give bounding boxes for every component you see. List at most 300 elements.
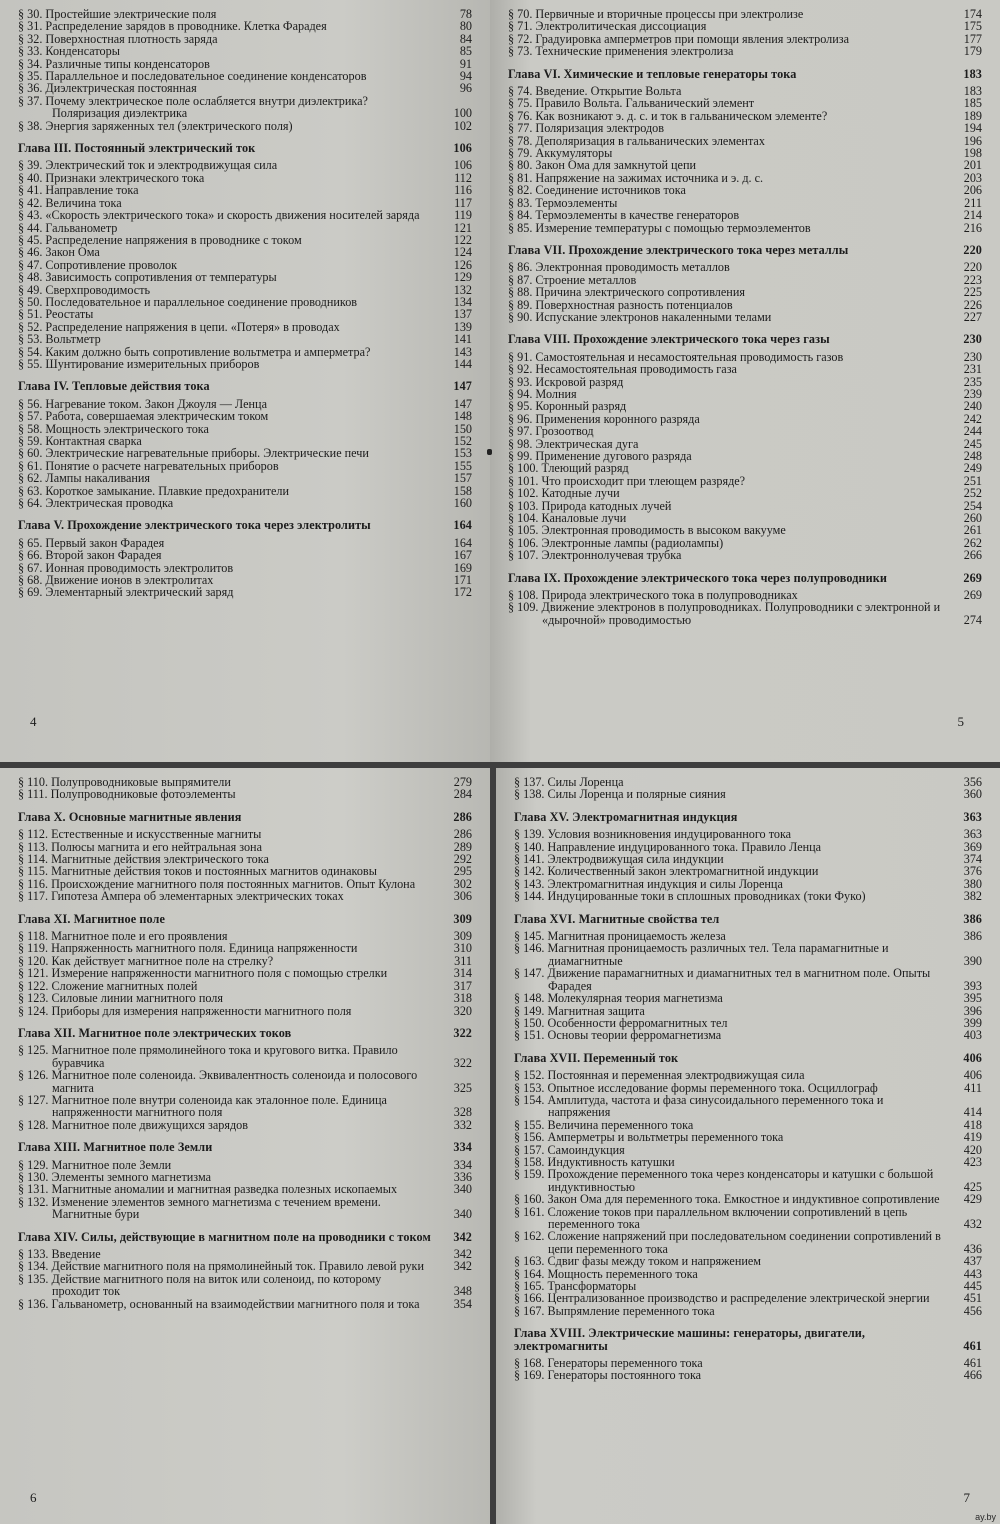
entry-title: § 161. Сложение токов при параллельном включении сопротивлений в цепь переменного тока xyxy=(514,1204,908,1231)
toc-entry xyxy=(18,1298,472,1310)
toc-entry xyxy=(18,1094,472,1119)
entry-title: § 77. Поляризация электродов xyxy=(508,121,665,136)
entry-page-number: 158 xyxy=(453,483,472,498)
entry-title: § 64. Электрическая проводка xyxy=(18,496,174,511)
entry-page-number: 185 xyxy=(963,96,982,111)
toc-entry xyxy=(508,20,982,32)
entry-title: § 120. Как действует магнитное поле на стрелку? xyxy=(18,953,274,968)
entry-page-number: 198 xyxy=(963,146,982,161)
entry-title: § 78. Деполяризация в гальванических элементах xyxy=(508,133,765,148)
entry-page-number: 380 xyxy=(963,876,982,891)
toc-list xyxy=(508,8,982,626)
toc-entry xyxy=(18,333,472,345)
entry-title: § 117. Гипотеза Ампера об элементарных электрических токах xyxy=(18,889,344,904)
entry-page-number: 399 xyxy=(963,1015,982,1030)
entry-title: § 112. Естественные и искусственные магниты xyxy=(18,827,262,842)
toc-entry xyxy=(18,890,472,902)
entry-title: Глава VIII. Прохождение электрического тока через газы xyxy=(508,332,830,347)
entry-title: § 88. Причина электрического сопротивления xyxy=(508,285,745,300)
entry-page-number: 117 xyxy=(454,195,472,210)
entry-page-number: 119 xyxy=(454,208,472,223)
entry-page-number: 174 xyxy=(963,7,982,21)
chapter-heading xyxy=(508,68,982,80)
entry-page-number: 320 xyxy=(453,1003,472,1018)
entry-title: § 50. Последовательное и параллельное соединение проводников xyxy=(18,294,358,309)
entry-page-number: 445 xyxy=(963,1279,982,1294)
entry-page-number: 322 xyxy=(453,1055,472,1070)
entry-page-number: 386 xyxy=(963,929,982,944)
entry-title: § 80. Закон Ома для замкнутой цепи xyxy=(508,158,697,173)
toc-entry xyxy=(508,487,982,499)
entry-page-number: 332 xyxy=(453,1117,472,1132)
entry-title: § 89. Поверхностная разность потенциалов xyxy=(508,297,733,312)
chapter-heading xyxy=(514,913,982,925)
entry-title: § 67. Ионная проводимость электролитов xyxy=(18,560,234,575)
chapter-heading xyxy=(508,572,982,584)
chapter-heading xyxy=(18,142,472,154)
toc-entry xyxy=(18,549,472,561)
entry-title: § 99. Применение дугового разряда xyxy=(508,449,692,463)
entry-page-number: 269 xyxy=(963,588,982,603)
entry-title: Глава XII. Магнитное поле электрических токов xyxy=(18,1025,292,1040)
entry-title: Глава VI. Химические и тепловые генераторы тока xyxy=(508,66,797,81)
entry-title: § 84. Термоэлементы в качестве генераторов xyxy=(508,208,740,223)
entry-page-number: 106 xyxy=(453,158,472,173)
entry-page-number: 262 xyxy=(963,535,982,550)
entry-title: § 93. Искровой разряд xyxy=(508,374,624,389)
entry-page-number: 393 xyxy=(963,978,982,993)
chapter-heading xyxy=(18,811,472,823)
entry-page-number: 102 xyxy=(453,118,472,133)
toc-list xyxy=(18,776,472,1310)
entry-title: § 30. Простейшие электрические поля xyxy=(18,7,217,21)
entry-title: § 86. Электронная проводимость металлов xyxy=(508,260,730,275)
entry-page-number: 411 xyxy=(964,1080,982,1095)
entry-title: § 129. Магнитное поле Земли xyxy=(18,1157,172,1172)
entry-page-number: 386 xyxy=(963,911,982,926)
entry-title: § 137. Силы Лоренца xyxy=(514,775,624,789)
entry-title: § 149. Магнитная защита xyxy=(514,1003,645,1018)
entry-title: § 156. Амперметры и вольтметры переменного тока xyxy=(514,1130,784,1145)
chapter-heading xyxy=(508,333,982,345)
entry-title: § 39. Электрический ток и электродвижущая сила xyxy=(18,158,278,173)
entry-page-number: 382 xyxy=(963,889,982,904)
entry-title: Глава III. Постоянный электрический ток xyxy=(18,141,256,156)
toc-entry xyxy=(508,549,982,561)
entry-title: § 87. Строение металлов xyxy=(508,272,637,287)
entry-title: § 150. Особенности ферромагнитных тел xyxy=(514,1015,728,1030)
entry-page-number: 203 xyxy=(963,170,982,185)
toc-entry xyxy=(18,209,472,221)
entry-title: § 85. Измерение температуры с помощью термоэлементов xyxy=(508,220,811,235)
toc-entry xyxy=(508,45,982,57)
entry-page-number: 363 xyxy=(963,827,982,842)
entry-page-number: 292 xyxy=(453,852,472,867)
entry-title: § 48. Зависимость сопротивления от температуры xyxy=(18,270,277,285)
toc-entry xyxy=(18,184,472,196)
entry-title: § 61. Понятие о расчете нагревательных приборов xyxy=(18,458,279,473)
entry-title: § 94. Молния xyxy=(508,386,577,401)
toc-entry xyxy=(18,1183,472,1195)
entry-title: § 57. Работа, совершаемая электрическим током xyxy=(18,409,269,424)
toc-entry xyxy=(18,447,472,459)
chapter-heading xyxy=(18,1231,472,1243)
entry-title: § 133. Введение xyxy=(18,1247,101,1261)
toc-entry xyxy=(514,1029,982,1041)
entry-page-number: 177 xyxy=(963,31,982,46)
entry-page-number: 240 xyxy=(963,399,982,414)
entry-title: § 71. Электролитическая диссоциация xyxy=(508,19,707,34)
entry-title: § 73. Технические применения электролиза xyxy=(508,44,734,59)
page-6 xyxy=(0,768,490,1524)
entry-page-number: 148 xyxy=(453,409,472,424)
entry-page-number: 201 xyxy=(963,158,982,173)
entry-title: § 169. Генераторы постоянного тока xyxy=(514,1368,702,1383)
entry-page-number: 152 xyxy=(453,434,472,448)
entry-page-number: 414 xyxy=(963,1105,982,1120)
entry-page-number: 309 xyxy=(453,929,472,944)
entry-page-number: 183 xyxy=(963,66,982,81)
entry-title: § 91. Самостоятельная и несамостоятельная проводимость газов xyxy=(508,349,844,364)
entry-page-number: 403 xyxy=(963,1028,982,1043)
entry-title: Глава X. Основные магнитные явления xyxy=(18,809,242,824)
entry-page-number: 419 xyxy=(963,1130,982,1145)
entry-title: § 131. Магнитные аномалии и магнитная разведка полезных ископаемых xyxy=(18,1182,398,1197)
entry-page-number: 245 xyxy=(963,436,982,451)
entry-title: § 132. Изменение элементов земного магнетизма с течением времени. Магнитные бури xyxy=(18,1194,381,1222)
toc-list xyxy=(18,8,472,599)
entry-page-number: 254 xyxy=(963,498,982,513)
chapter-heading xyxy=(514,811,982,823)
entry-title: § 38. Энергия заряженных тел (электрического поля) xyxy=(18,118,293,133)
entry-title: § 115. Магнитные действия токов и постоянных магнитов одинаковы xyxy=(18,864,377,879)
entry-page-number: 317 xyxy=(453,978,472,993)
entry-page-number: 356 xyxy=(963,775,982,789)
entry-page-number: 230 xyxy=(963,349,982,364)
entry-title: Глава V. Прохождение электрического тока через электролиты xyxy=(18,518,371,533)
toc-entry xyxy=(514,1255,982,1267)
entry-page-number: 340 xyxy=(453,1182,472,1197)
entry-page-number: 390 xyxy=(963,953,982,968)
toc-entry xyxy=(18,967,472,979)
toc-entry xyxy=(508,311,982,323)
toc-entry xyxy=(18,1069,472,1094)
entry-title: § 44. Гальванометр xyxy=(18,220,118,235)
chapter-heading xyxy=(18,519,472,531)
entry-title: § 121. Измерение напряженности магнитного поля с помощью стрелки xyxy=(18,966,388,981)
entry-title: § 104. Каналовые лучи xyxy=(508,511,627,526)
entry-page-number: 141 xyxy=(453,332,472,347)
entry-page-number: 183 xyxy=(963,84,982,99)
entry-title: § 81. Напряжение на зажимах источника и э. д. с. xyxy=(508,170,764,185)
entry-page-number: 420 xyxy=(963,1142,982,1157)
toc-entry xyxy=(18,828,472,840)
entry-page-number: 363 xyxy=(963,809,982,824)
entry-title: § 124. Приборы для измерения напряженности магнитного поля xyxy=(18,1003,352,1018)
entry-page-number: 461 xyxy=(963,1356,982,1371)
toc-list xyxy=(514,776,982,1382)
toc-entry xyxy=(18,308,472,320)
entry-page-number: 242 xyxy=(963,411,982,426)
entry-page-number: 179 xyxy=(963,44,982,59)
entry-page-number: 121 xyxy=(453,220,472,235)
entry-title: § 75. Правило Вольта. Гальванический элемент xyxy=(508,96,755,111)
entry-page-number: 223 xyxy=(963,272,982,287)
entry-page-number: 157 xyxy=(453,471,472,486)
toc-entry xyxy=(18,95,472,120)
toc-entry xyxy=(18,246,472,258)
entry-page-number: 150 xyxy=(453,421,472,436)
entry-title: § 152. Постоянная и переменная электродвижущая сила xyxy=(514,1068,805,1083)
entry-page-number: 78 xyxy=(459,7,472,21)
entry-page-number: 171 xyxy=(453,573,472,588)
entry-page-number: 336 xyxy=(453,1169,472,1184)
entry-page-number: 124 xyxy=(453,245,472,260)
entry-title: § 111. Полупроводниковые фотоэлементы xyxy=(18,787,236,802)
toc-entry xyxy=(514,1094,982,1119)
page-number: 4 xyxy=(30,714,37,729)
toc-entry xyxy=(18,1196,472,1221)
toc-entry xyxy=(18,45,472,57)
entry-page-number: 172 xyxy=(453,585,472,600)
entry-title: § 127. Магнитное поле внутри соленоида как эталонное поле. Единица напряженности магнитного поля xyxy=(18,1092,387,1120)
toc-entry xyxy=(508,159,982,171)
entry-title: § 165. Трансформаторы xyxy=(514,1279,637,1294)
chapter-heading xyxy=(18,1141,472,1153)
entry-page-number: 139 xyxy=(453,319,472,334)
entry-page-number: 342 xyxy=(453,1259,472,1274)
entry-page-number: 244 xyxy=(963,424,982,439)
toc-entry xyxy=(18,120,472,132)
entry-title: § 51. Реостаты xyxy=(18,307,94,322)
entry-title: § 107. Электроннолучевая трубка xyxy=(508,548,682,563)
entry-title: § 66. Второй закон Фарадея xyxy=(18,548,162,563)
entry-page-number: 206 xyxy=(963,183,982,198)
entry-page-number: 164 xyxy=(453,535,472,550)
page-7 xyxy=(496,768,1000,1524)
entry-page-number: 269 xyxy=(963,570,982,585)
toc-entry xyxy=(18,586,472,598)
entry-title: Глава XIII. Магнитное поле Земли xyxy=(18,1140,213,1155)
toc-entry xyxy=(514,1305,982,1317)
entry-title: § 65. Первый закон Фарадея xyxy=(18,535,165,550)
entry-page-number: 167 xyxy=(453,548,472,563)
entry-title: Глава VII. Прохождение электрического тока через металлы xyxy=(508,242,849,257)
entry-page-number: 376 xyxy=(963,864,982,879)
toc-entry xyxy=(18,159,472,171)
toc-entry xyxy=(18,358,472,370)
entry-title: § 154. Амплитуда, частота и фаза синусоидального переменного тока и напряжения xyxy=(514,1092,884,1120)
entry-page-number: 328 xyxy=(453,1105,472,1120)
entry-page-number: 122 xyxy=(453,232,472,247)
entry-page-number: 249 xyxy=(963,461,982,476)
entry-title: § 140. Направление индуцированного тока. Правило Ленца xyxy=(514,839,822,854)
entry-page-number: 194 xyxy=(963,121,982,136)
entry-title: § 162. Сложение напряжений при последовательном соединении сопротивлений в цепи переменного тока xyxy=(514,1229,941,1256)
entry-page-number: 354 xyxy=(453,1296,472,1311)
entry-title: Глава IV. Тепловые действия тока xyxy=(18,379,210,394)
entry-title: § 70. Первичные и вторичные процессы при электролизе xyxy=(508,7,804,21)
entry-title: § 56. Нагревание током. Закон Джоуля — Ленца xyxy=(18,396,267,411)
entry-title: § 163. Сдвиг фазы между током и напряжением xyxy=(514,1254,761,1269)
toc-entry xyxy=(514,1292,982,1304)
entry-title: § 46. Закон Ома xyxy=(18,245,100,260)
entry-title: § 40. Признаки электрического тока xyxy=(18,170,205,185)
entry-page-number: 231 xyxy=(963,362,982,377)
toc-entry xyxy=(508,222,982,234)
entry-title: § 90. Испускание электронов накаленными телами xyxy=(508,309,772,324)
entry-page-number: 214 xyxy=(963,208,982,223)
toc-entry xyxy=(508,400,982,412)
entry-title: § 123. Силовые линии магнитного поля xyxy=(18,991,223,1006)
entry-page-number: 334 xyxy=(453,1140,472,1155)
entry-page-number: 216 xyxy=(963,220,982,235)
entry-title: § 58. Мощность электрического тока xyxy=(18,421,209,436)
entry-page-number: 144 xyxy=(453,356,472,371)
entry-page-number: 284 xyxy=(453,787,472,802)
entry-page-number: 129 xyxy=(453,270,472,285)
entry-title: § 36. Диэлектрическая постоянная xyxy=(18,81,197,96)
entry-title: § 158. Индуктивность катушки xyxy=(514,1154,675,1169)
entry-title: § 33. Конденсаторы xyxy=(18,44,120,59)
entry-page-number: 396 xyxy=(963,1003,982,1018)
entry-page-number: 425 xyxy=(963,1179,982,1194)
entry-title: § 102. Катодные лучи xyxy=(508,486,620,501)
entry-title: § 151. Основы теории ферромагнетизма xyxy=(514,1028,722,1043)
entry-page-number: 266 xyxy=(963,548,982,563)
entry-page-number: 252 xyxy=(963,486,982,501)
toc-entry xyxy=(514,788,982,800)
page-number: 6 xyxy=(30,1490,37,1505)
toc-entry xyxy=(508,261,982,273)
entry-title: § 141. Электродвижущая сила индукции xyxy=(514,852,724,867)
entry-title: § 83. Термоэлементы xyxy=(508,195,618,210)
entry-title: § 49. Сверхпроводимость xyxy=(18,282,151,297)
entry-page-number: 251 xyxy=(963,473,982,488)
entry-title: § 157. Самоиндукция xyxy=(514,1142,625,1157)
toc-entry xyxy=(18,1005,472,1017)
entry-title: § 143. Электромагнитная индукция и силы Лоренца xyxy=(514,876,783,891)
entry-page-number: 451 xyxy=(963,1291,982,1306)
entry-page-number: 348 xyxy=(453,1284,472,1299)
entry-page-number: 261 xyxy=(963,523,982,538)
entry-title: § 47. Сопротивление проволок xyxy=(18,257,178,272)
entry-page-number: 340 xyxy=(453,1207,472,1222)
entry-page-number: 360 xyxy=(963,787,982,802)
entry-page-number: 196 xyxy=(963,133,982,148)
toc-entry xyxy=(508,209,982,221)
entry-title: § 135. Действие магнитного поля на виток или соленоид, по которому проходит ток xyxy=(18,1271,382,1299)
toc-entry xyxy=(18,992,472,1004)
entry-title: Глава XVII. Переменный ток xyxy=(514,1050,679,1065)
entry-title: § 106. Электронные лампы (радиолампы) xyxy=(508,535,724,550)
entry-title: § 74. Введение. Открытие Вольта xyxy=(508,84,682,99)
entry-title: § 105. Электронная проводимость в высоком вакууме xyxy=(508,523,786,538)
entry-page-number: 100 xyxy=(453,106,472,121)
toc-entry xyxy=(18,410,472,422)
entry-title: § 41. Направление тока xyxy=(18,183,139,198)
toc-entry xyxy=(18,788,472,800)
entry-title: § 59. Контактная сварка xyxy=(18,434,142,448)
toc-entry xyxy=(18,942,472,954)
chapter-heading xyxy=(18,380,472,392)
toc-entry xyxy=(18,865,472,877)
entry-page-number: 302 xyxy=(453,876,472,891)
entry-page-number: 274 xyxy=(963,612,982,627)
entry-page-number: 423 xyxy=(963,1154,982,1169)
entry-page-number: 239 xyxy=(963,386,982,401)
entry-page-number: 295 xyxy=(453,864,472,879)
entry-title: § 153. Опытное исследование формы переменного тока. Осциллограф xyxy=(514,1080,878,1095)
entry-page-number: 318 xyxy=(453,991,472,1006)
toc-entry xyxy=(508,376,982,388)
entry-title: § 54. Каким должно быть сопротивление вольтметра и амперметра? xyxy=(18,344,371,359)
entry-title: § 138. Силы Лоренца и полярные сияния xyxy=(514,787,726,802)
entry-title: § 119. Напряженность магнитного поля. Единица напряженности xyxy=(18,941,358,956)
entry-title: § 155. Величина переменного тока xyxy=(514,1117,694,1132)
entry-title: § 164. Мощность переменного тока xyxy=(514,1266,698,1281)
entry-title: § 142. Количественный закон электромагнитной индукции xyxy=(514,864,819,879)
chapter-heading xyxy=(514,1052,982,1064)
toc-entry xyxy=(508,122,982,134)
entry-title: § 134. Действие магнитного поля на прямолинейный ток. Правило левой руки xyxy=(18,1259,424,1274)
entry-title: § 52. Распределение напряжения в цепи. «Потеря» в проводах xyxy=(18,319,340,334)
entry-title: § 55. Шунтирование измерительных приборов xyxy=(18,356,260,371)
entry-title: § 136. Гальванометр, основанный на взаимодействии магнитного поля и тока xyxy=(18,1296,420,1311)
entry-page-number: 160 xyxy=(453,496,472,511)
toc-entry xyxy=(514,1230,982,1255)
entry-title: § 118. Магнитное поле и его проявления xyxy=(18,929,228,944)
entry-page-number: 322 xyxy=(453,1025,472,1040)
entry-page-number: 226 xyxy=(963,297,982,312)
toc-entry xyxy=(514,828,982,840)
entry-title: § 98. Электрическая дуга xyxy=(508,436,639,451)
entry-title: § 166. Централизованное производство и распределение электрической энергии xyxy=(514,1291,930,1306)
toc-entry xyxy=(18,1119,472,1131)
entry-page-number: 227 xyxy=(963,309,982,324)
entry-title: § 63. Короткое замыкание. Плавкие предохранители xyxy=(18,483,289,498)
entry-page-number: 85 xyxy=(459,44,472,59)
entry-page-number: 116 xyxy=(454,183,472,198)
entry-title: § 43. «Скорость электрического тока» и скорость движения носителей заряда xyxy=(18,208,420,223)
entry-title: § 128. Магнитное поле движущихся зарядов xyxy=(18,1117,249,1132)
entry-page-number: 96 xyxy=(459,81,472,96)
entry-title: § 125. Магнитное поле прямолинейного тока и кругового витка. Правило буравчика xyxy=(18,1043,398,1070)
entry-title: § 32. Поверхностная плотность заряда xyxy=(18,31,218,46)
entry-title: § 35. Параллельное и последовательное соединение конденсаторов xyxy=(18,69,367,84)
chapter-heading xyxy=(514,1327,982,1352)
entry-page-number: 436 xyxy=(963,1241,982,1256)
toc-entry xyxy=(514,1206,982,1231)
toc-entry xyxy=(514,967,982,992)
entry-page-number: 175 xyxy=(963,19,982,34)
chapter-heading xyxy=(18,913,472,925)
entry-title: § 130. Элементы земного магнетизма xyxy=(18,1169,211,1184)
entry-title: § 101. Что происходит при тлеющем разряде? xyxy=(508,473,746,488)
entry-title: Глава XVI. Магнитные свойства тел xyxy=(514,911,720,926)
entry-page-number: 309 xyxy=(453,911,472,926)
toc-entry xyxy=(514,1131,982,1143)
entry-title: § 108. Природа электрического тока в полупроводниках xyxy=(508,588,798,603)
entry-page-number: 189 xyxy=(963,108,982,123)
entry-page-number: 106 xyxy=(453,141,472,156)
entry-page-number: 286 xyxy=(453,809,472,824)
entry-page-number: 225 xyxy=(963,285,982,300)
toc-entry xyxy=(514,1069,982,1081)
entry-page-number: 211 xyxy=(964,195,982,210)
entry-page-number: 164 xyxy=(453,518,472,533)
page-number: 7 xyxy=(963,1490,970,1505)
